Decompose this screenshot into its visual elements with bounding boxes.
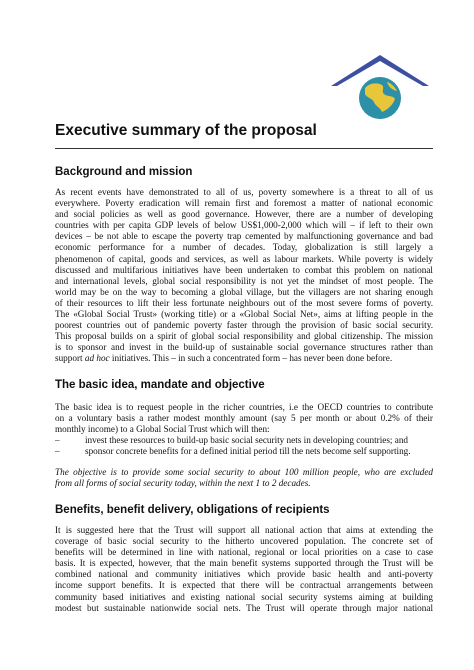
- text-line: As recent events have demonstrated to all of us, poverty somewhere is a threat to all of us: [55, 187, 433, 197]
- text-line: modest but sustainable nationwide social nets. The Trust will operate through major national: [55, 602, 433, 613]
- text-line: phenomenon of capital, goods and services, as well as labour markets. While poverty is widely: [55, 253, 433, 264]
- text-line: benefits will be determined in line with national, regional or local priorities on a case to case: [55, 547, 433, 558]
- text-line: coverage of basic social security to the hitherto uncovered population. The concrete set of: [55, 536, 433, 547]
- basic-idea-paragraph: [55, 402, 433, 435]
- text-line: support ad hoc initiatives. This – in such a concentrated form – has never been done before.: [55, 353, 393, 364]
- text-line: and social policies as well as good governance. However, there are a number of developing: [55, 209, 433, 220]
- page-title: Executive summary of the proposal: [55, 122, 317, 139]
- title-divider: [55, 148, 433, 149]
- list-item: – invest these resources to build-up basic social security nets in developing countries; and: [55, 435, 409, 445]
- text-line: The «Global Social Trust» (working title) or a «Global Social Net», aims at lifting people in the: [55, 309, 433, 320]
- section-heading-basic-idea: The basic idea, mandate and objective: [55, 379, 265, 391]
- text-line: world may be on the way to becoming a global village, but the villagers are not sharing enough: [55, 286, 433, 297]
- mandate-list: [55, 435, 433, 457]
- text-line: discussed and multifarious initiatives have been undertaken to combat this problem on national: [55, 264, 433, 275]
- text-line: economic performance for a number of decades. Today, globalization is still largely a: [55, 242, 433, 253]
- objective-statement: [55, 467, 433, 489]
- text-line: combined national and community initiatives which provide basic health and anti-poverty: [55, 569, 433, 580]
- text-line: poorest countries out of pandemic poverty faster through the provision of basic social security.: [55, 320, 433, 331]
- text-line: The basic idea is to request people in the richer countries, i.e the OECD countries to contribute: [55, 402, 433, 412]
- text-line: The objective is to provide some social security to about 100 million people, who are excluded: [55, 467, 433, 477]
- text-line: This proposal builds on a spirit of global social responsibility and global citizenship. The mission: [55, 331, 433, 342]
- emphasis: ad hoc: [84, 353, 110, 364]
- text-line: on a voluntary basis a rather modest monthly amount (say 5 per month or about 0.2% of their: [55, 413, 433, 424]
- section-heading-background: Background and mission: [55, 166, 193, 178]
- text-line: is to sponsor and invest in the build-up of sustainable social governance structures rather than: [55, 342, 433, 353]
- text-line: devices – be not able to escape the poverty trap cemented by malfunctioning governance and bad: [55, 231, 433, 242]
- text-line: It is suggested here that the Trust will support all national action that aims at extending the: [55, 525, 433, 535]
- text-line: countries with per capita GDP levels of below US$1,000-2,000 which will – if left to their own: [55, 220, 433, 231]
- text-line: from all forms of social security today, within the next 1 to 2 decades.: [55, 478, 311, 489]
- text-line: community based initiatives and existing national social security systems aiming at building: [55, 591, 433, 602]
- benefits-paragraph: [55, 525, 433, 614]
- text-line: income support benefits. It is expected that there will be contractual arrangements between: [55, 580, 433, 591]
- text-line: basis. It is expected, however, that the main benefit systems supported through the Trust will be: [55, 558, 433, 569]
- text-line: everywhere. Poverty eradication will remain first and foremost a matter of national economic: [55, 198, 433, 209]
- globe-house-logo-icon: [327, 52, 433, 122]
- text-line: of their resources to lift their less fortunate neighbours out of the most severe forms of poverty.: [55, 297, 433, 308]
- list-item: – sponsor concrete benefits for a defined initial period till the nets become self supporting.: [55, 446, 411, 457]
- text-line: and international levels, global social responsibility is not yet the mindset of most people. The: [55, 275, 433, 286]
- section-heading-benefits: Benefits, benefit delivery, obligations of recipients: [55, 504, 330, 516]
- background-paragraph: [55, 187, 433, 365]
- text-line: monthly income) to a Global Social Trust which will then:: [55, 424, 270, 435]
